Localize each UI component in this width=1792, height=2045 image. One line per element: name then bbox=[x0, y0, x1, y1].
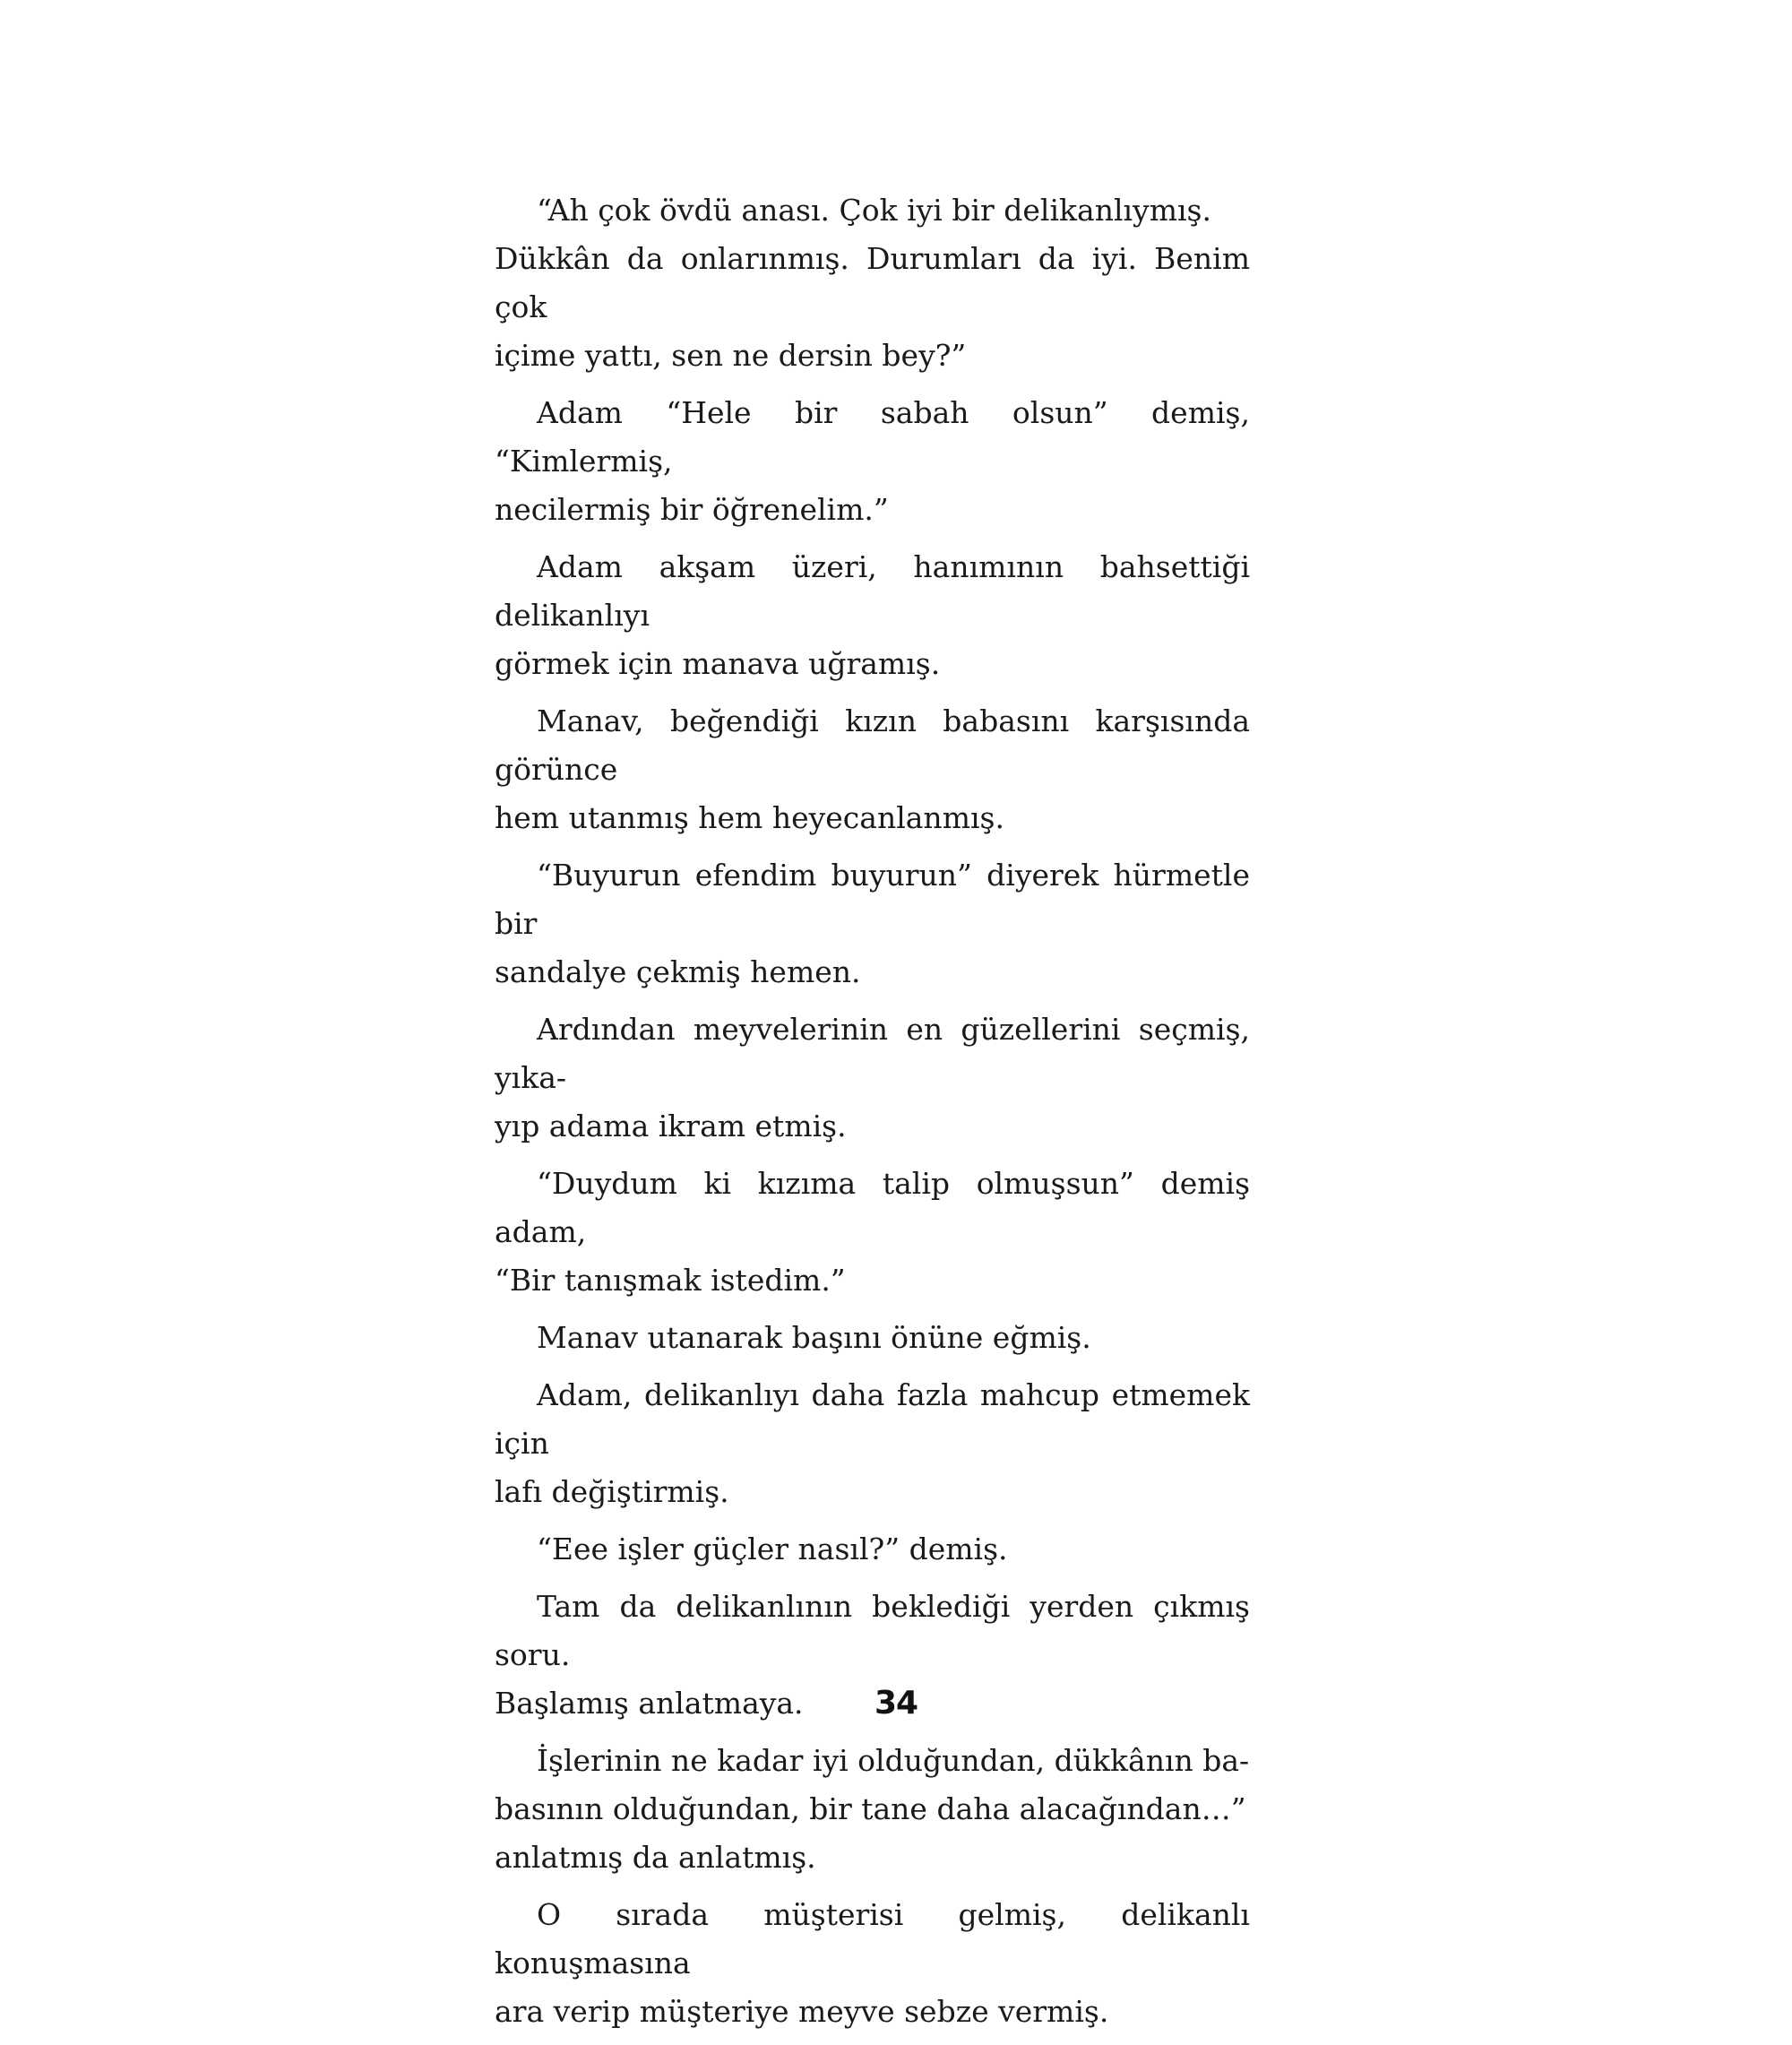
page-number: 34 bbox=[874, 1685, 918, 1721]
paragraph-9: Adam, delikanlıyı daha fazla mahcup etmemek için lafı değiştirmiş. bbox=[495, 1377, 1250, 1509]
body-text bbox=[495, 186, 1250, 2045]
paragraph-7: “Duydum ki kızıma talip olmuşsun” demiş adam, “Bir tanışmak istedim.” bbox=[495, 1166, 1250, 1298]
paragraph-10: “Eee işler güçler nasıl?” demiş. bbox=[537, 1532, 1008, 1566]
paragraph-11: Tam da delikanlının beklediği yerden çıkmış soru. Başlamış anlatmaya. bbox=[495, 1589, 1250, 1721]
paragraph-13: O sırada müşterisi gelmiş, delikanlı konuşmasına ara verip müşteriye meyve sebze vermiş. bbox=[495, 1897, 1250, 2029]
paragraph-3: Adam akşam üzeri, hanımının bahsettiği delikanlıyı görmek için manava uğramış. bbox=[495, 549, 1250, 681]
paragraph-1: “Ah çok övdü anası. Çok iyi bir delikanlıymış. Dükkân da onlarınmış. Durumları da iyi. Benim çok içime yattı, sen ne dersin bey?” bbox=[495, 193, 1250, 373]
paragraph-4: Manav, beğendiği kızın babasını karşısında görünce hem utanmış hem heyecanlanmış. bbox=[495, 703, 1250, 835]
paragraph-12: İşlerinin ne kadar iyi olduğundan, dükkânın ba- basının olduğundan, bir tane daha alacağından…” anlatmış da anlatmış. bbox=[495, 1743, 1250, 1875]
paragraph-2: Adam “Hele bir sabah olsun” demiş, “Kimlermiş, necilermiş bir öğrenelim.” bbox=[495, 395, 1250, 527]
paragraph-6: Ardından meyvelerinin en güzellerini seçmiş, yıka- yıp adama ikram etmiş. bbox=[495, 1012, 1250, 1143]
paragraph-8: Manav utanarak başını önüne eğmiş. bbox=[537, 1320, 1091, 1355]
paragraph-5: “Buyurun efendim buyurun” diyerek hürmetle bir sandalye çekmiş hemen. bbox=[495, 858, 1250, 989]
